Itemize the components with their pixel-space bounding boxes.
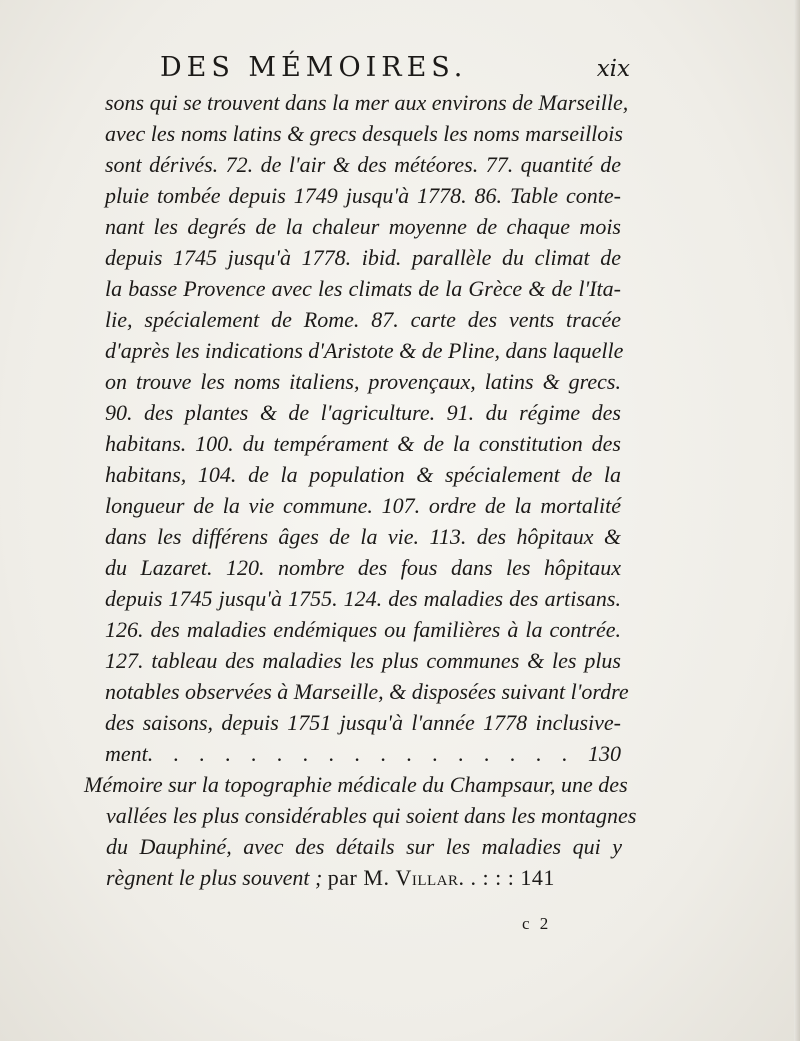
author-byline (328, 865, 555, 890)
text-line: du Dauphiné, avec des détails sur les maladies qui y (106, 834, 622, 859)
text-line: 90. des plantes & de l'agriculture. 91. du régime des (105, 400, 621, 425)
text-line: du Lazaret. 120. nombre des fous dans les hôpitaux (105, 555, 621, 580)
text-line: on trouve les noms italiens, provençaux, latins & grecs. (105, 369, 621, 394)
page-reference: 141 (520, 865, 555, 890)
text-line: habitans, 104. de la population & spécialement de la (105, 462, 621, 487)
signature-mark: c 2 (522, 914, 552, 933)
byline-prefix: par M. (327, 865, 390, 890)
text-line: dans les différens âges de la vie. 113. des hôpitaux & (105, 524, 621, 549)
author-name: Villar (395, 865, 459, 890)
text-line: nant les degrés de la chaleur moyenne de chaque mois (105, 214, 621, 239)
text-line: 126. des maladies endémiques ou familières à la contrée. (105, 617, 621, 642)
dot-leaders: . : : : (470, 865, 521, 890)
text-line: Mémoire sur la topographie médicale du Champsaur, une des (84, 772, 628, 797)
running-title: DES MÉMOIRES. (160, 52, 468, 83)
byline-period: . (458, 865, 465, 890)
text-line-with-page-ref: ment. . . . . . . . . . . . . . . . . 130 (105, 741, 621, 766)
text-line: longueur de la vie commune. 107. ordre de la mortalité (105, 493, 621, 518)
text-line-with-byline (106, 863, 622, 893)
page-edge (794, 0, 800, 1041)
text-line: sons qui se trouvent dans la mer aux environs de Marseille, (105, 90, 629, 115)
text-line: 127. tableau des maladies les plus communes & les plus (105, 648, 621, 673)
text-line: avec les noms latins & grecs desquels les noms marseillois (105, 121, 623, 146)
page-number: xix (596, 56, 630, 82)
text-line: des saisons, depuis 1751 jusqu'à l'année 1778 inclusive- (105, 710, 621, 735)
text-line: depuis 1745 jusqu'à 1778. ibid. parallèle du climat de (105, 245, 621, 270)
text-line: lie, spécialement de Rome. 87. carte des vents tracée (105, 307, 621, 332)
text-line: la basse Provence avec les climats de la Grèce & de l'Ita- (105, 276, 621, 301)
text-line: pluie tombée depuis 1749 jusqu'à 1778. 86. Table conte- (105, 183, 621, 208)
text-line: habitans. 100. du tempérament & de la constitution des (105, 431, 621, 456)
text-line: depuis 1745 jusqu'à 1755. 124. des maladies des artisans. (105, 586, 621, 611)
text-line: vallées les plus considérables qui soient dans les montagnes (106, 803, 637, 828)
running-head (160, 52, 630, 88)
text-line: d'après les indications d'Aristote & de Pline, dans laquelle (105, 338, 624, 363)
text-line: sont dérivés. 72. de l'air & des météores. 77. quantité de (105, 152, 621, 177)
text-line: notables observées à Marseille, & disposées suivant l'ordre (105, 679, 629, 704)
text-fragment: règnent le plus souvent ; (106, 865, 323, 890)
